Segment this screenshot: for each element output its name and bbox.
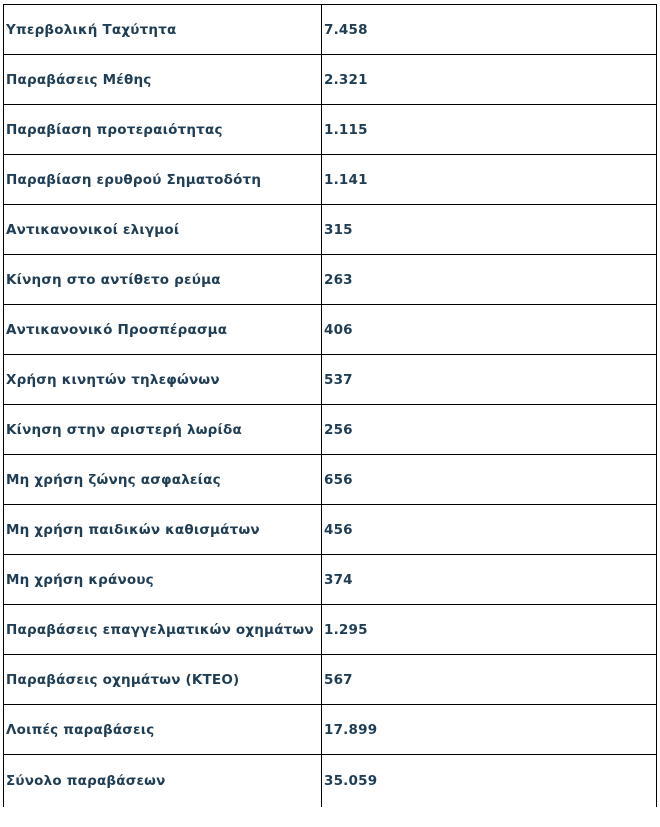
violation-count: 1.141 xyxy=(322,155,657,205)
violation-label: Μη χρήση παιδικών καθισμάτων xyxy=(4,505,322,555)
violation-count: 263 xyxy=(322,255,657,305)
violation-label: Μη χρήση ζώνης ασφαλείας xyxy=(4,455,322,505)
table-row xyxy=(4,505,657,555)
violation-label: Υπερβολική Ταχύτητα xyxy=(4,5,322,55)
violation-label: Παραβίαση ερυθρού Σηματοδότη xyxy=(4,155,322,205)
table-row xyxy=(4,605,657,655)
table-row xyxy=(4,155,657,205)
violation-label: Παραβάσεις επαγγελματικών οχημάτων xyxy=(4,605,322,655)
violation-count: 7.458 xyxy=(322,5,657,55)
violation-count: 17.899 xyxy=(322,705,657,755)
table-row xyxy=(4,655,657,705)
violation-label: Μη χρήση κράνους xyxy=(4,555,322,605)
total-count: 35.059 xyxy=(322,755,657,807)
violation-label: Κίνηση στην αριστερή λωρίδα xyxy=(4,405,322,455)
table-row xyxy=(4,305,657,355)
violation-count: 406 xyxy=(322,305,657,355)
violation-count: 456 xyxy=(322,505,657,555)
violation-label: Λοιπές παραβάσεις xyxy=(4,705,322,755)
table-row xyxy=(4,205,657,255)
violation-count: 567 xyxy=(322,655,657,705)
violation-count: 537 xyxy=(322,355,657,405)
table-row xyxy=(4,255,657,305)
table-row xyxy=(4,55,657,105)
violation-count: 656 xyxy=(322,455,657,505)
violations-table xyxy=(3,4,657,807)
violation-count: 1.115 xyxy=(322,105,657,155)
violation-label: Παραβάσεις οχημάτων (ΚΤΕΟ) xyxy=(4,655,322,705)
violation-count: 1.295 xyxy=(322,605,657,655)
table-row xyxy=(4,705,657,755)
violation-label: Κίνηση στο αντίθετο ρεύμα xyxy=(4,255,322,305)
violation-label: Αντικανονικοί ελιγμοί xyxy=(4,205,322,255)
table-row xyxy=(4,355,657,405)
violation-label: Παραβίαση προτεραιότητας xyxy=(4,105,322,155)
table-row xyxy=(4,5,657,55)
violation-count: 2.321 xyxy=(322,55,657,105)
violation-count: 315 xyxy=(322,205,657,255)
violation-label: Αντικανονικό Προσπέρασμα xyxy=(4,305,322,355)
violations-table-body xyxy=(4,5,657,807)
table-row xyxy=(4,405,657,455)
violation-label: Παραβάσεις Μέθης xyxy=(4,55,322,105)
violation-label: Χρήση κινητών τηλεφώνων xyxy=(4,355,322,405)
total-label: Σύνολο παραβάσεων xyxy=(4,755,322,807)
table-row-total xyxy=(4,755,657,807)
violation-count: 374 xyxy=(322,555,657,605)
violation-count: 256 xyxy=(322,405,657,455)
table-row xyxy=(4,555,657,605)
table-row xyxy=(4,455,657,505)
table-row xyxy=(4,105,657,155)
